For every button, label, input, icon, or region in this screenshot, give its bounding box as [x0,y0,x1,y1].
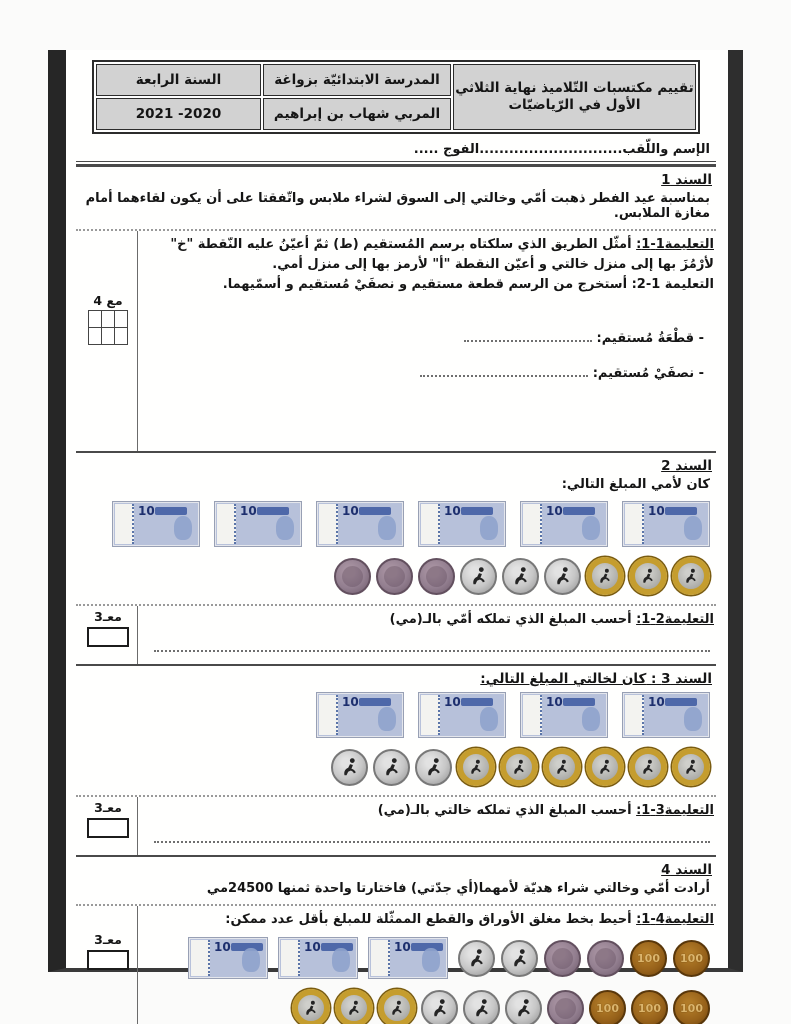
note-portrait [684,516,702,540]
note-title-plate [563,507,595,515]
coin-purple [376,558,413,595]
header-table [92,60,700,134]
section-1-instructions [152,231,716,386]
score-label: معـ3 [94,800,122,816]
section-4-score-area [84,932,132,974]
note-title-plate [461,698,493,706]
school-name: المدرسة الابتدائيّة بزواغة [263,64,451,96]
answer-dotted-line [154,644,710,652]
note-value: 10 [214,940,231,955]
banknote-10-dinars [188,937,268,979]
margin-rule [137,797,138,855]
note-portrait [276,516,294,540]
note-white-band [523,695,542,735]
coin-bimetal [672,748,710,786]
section-4 [76,855,716,1024]
note-title-plate [461,507,493,515]
section-1 [76,165,716,451]
coin-copper [630,940,667,977]
assessment-title-line1: تقييم مكتسبات التّلاميذ نهاية الثلاثي [455,80,694,97]
scanned-worksheet-page [48,50,743,1015]
instruction-1-1: التعليمة1-1: أمثّل الطريق الذي سلكتاه برسم المُستقيم (ط) ثمّ أعيّنُ عليه النّقطة "خ" لأرْمُزَ بها إلى منزل خالتي و أعيّن النقطة "أ" لأرمز بها إلى منزل أمي. [170,237,714,273]
note-value: 10 [546,695,563,710]
coin-purple [334,558,371,595]
seated-figure-engraving [639,567,657,585]
seated-figure-engraving [553,758,571,776]
section-2-instruction-block [76,604,716,664]
note-value: 10 [304,940,321,955]
seated-figure-engraving [596,567,614,585]
instruction-1-2: التعليمة 1-2: أستخرج من الرسم قطعة مستقيم و نصفَيْ مُستقيم و أسمّيهما. [222,277,714,293]
coin-purple [544,940,581,977]
coin-silver [415,749,452,786]
gift-money-row-2 [152,984,716,1024]
coin-value: 100 [596,1001,619,1015]
note-title-plate [359,698,391,706]
section-3-intro: كان لخالتي المبلغ التالي: [480,671,647,688]
coin-silver [331,749,368,786]
note-value: 10 [138,504,155,518]
note-title-plate [155,507,187,515]
margin-rule [137,231,138,451]
section-2-instruction: التعليمة2-1: أحسب المبلغ الذي تملكه أمّي بالـ(مي) [389,612,714,627]
seated-figure-engraving [466,947,488,969]
coin-silver [505,990,542,1024]
coin-copper [631,990,668,1024]
note-white-band [371,940,390,976]
coin-purple [587,940,624,977]
dotted-answer-space [420,367,588,377]
section-1-instruction-block [76,229,716,451]
note-white-band [281,940,300,976]
banknote-10-dinars [316,501,404,547]
banknote-10-dinars [520,501,608,547]
section-4-instruction-block [76,904,716,1024]
score-box [87,627,129,647]
note-value: 10 [444,504,461,518]
score-label: معـ3 [94,609,122,624]
seated-figure-engraving [471,997,493,1019]
note-value: 10 [444,695,461,710]
section-3-instruction: التعليمة3-1: أحسب المبلغ الذي تملكه خالتي بالـ(مي) [377,803,714,819]
coin-purple [547,990,584,1024]
seated-figure-engraving [345,999,363,1017]
note-white-band [319,695,338,735]
margin-rule [137,606,138,664]
coin-bimetal [378,989,416,1024]
seated-figure-engraving [423,756,445,778]
seated-figure-engraving [339,756,361,778]
teacher-name: المربي شهاب بن إبراهيم [263,98,451,130]
seated-figure-engraving [639,758,657,776]
seated-figure-engraving [468,565,490,587]
seated-figure-engraving [682,758,700,776]
section-3-instruction-block [76,795,716,855]
seated-figure-engraving [513,997,535,1019]
banknote-10-dinars [622,501,710,547]
coin-purple [418,558,455,595]
note-white-band [319,504,338,544]
note-white-band [421,695,440,735]
assessment-title-line2: الأول في الرّياضيّات [508,97,641,113]
note-title-plate [665,507,697,515]
note-title-plate [257,507,289,515]
note-value: 10 [394,940,411,955]
note-portrait [422,948,440,972]
note-white-band [217,504,236,544]
mother-coins-row [76,552,716,600]
coin-silver [501,940,538,977]
note-value: 10 [240,504,257,518]
section-3-score-area [84,800,132,842]
note-value: 10 [648,695,665,710]
coin-value: 100 [637,951,660,965]
note-value: 10 [342,695,359,710]
coin-bimetal [629,748,667,786]
note-portrait [332,948,350,972]
half-lines-answer-blank: - نصفَيْ مُستقيم: [152,364,704,384]
note-portrait [242,948,260,972]
coin-silver [544,558,581,595]
banknote-10-dinars [418,501,506,547]
score-grid [88,310,128,345]
section-4-instruction: التعليمة4-1: أحيط بخط مغلق الأوراق والقطع الممثّلة للمبلغ بأقل عدد ممكن: [225,912,714,928]
note-white-band [625,695,644,735]
coin-copper [589,990,626,1024]
seated-figure-engraving [510,758,528,776]
coin-silver [463,990,500,1024]
score-label: مع 4 [93,293,123,308]
mother-banknotes-row [76,496,716,552]
note-portrait [378,516,396,540]
coin-bimetal [672,557,710,595]
note-white-band [523,504,542,544]
note-value: 10 [342,504,359,518]
coin-silver [502,558,539,595]
aunt-coins-row [76,743,716,791]
banknote-10-dinars [622,692,710,738]
coin-bimetal [335,989,373,1024]
coin-silver [373,749,410,786]
note-portrait [582,516,600,540]
coin-value: 100 [680,951,703,965]
section-2-intro: كان لأمي المبلغ التالي: [561,477,710,492]
banknote-10-dinars [316,692,404,738]
note-portrait [174,516,192,540]
seated-figure-engraving [388,999,406,1017]
section-2-score-area [84,609,132,651]
coin-silver [421,990,458,1024]
note-value: 10 [546,504,563,518]
seated-figure-engraving [429,997,451,1019]
banknote-10-dinars [520,692,608,738]
seated-figure-engraving [381,756,403,778]
coin-value: 100 [638,1001,661,1015]
section-2 [76,451,716,664]
score-box [87,950,129,970]
assessment-title [453,64,696,130]
note-white-band [115,504,134,544]
note-value: 10 [648,504,665,518]
coin-bimetal [586,557,624,595]
banknote-10-dinars [418,692,506,738]
banknote-10-dinars [278,937,358,979]
banknote-10-dinars [112,501,200,547]
coin-bimetal [586,748,624,786]
coin-silver [458,940,495,977]
seated-figure-engraving [509,947,531,969]
coin-copper [673,940,710,977]
section-2-title: السند 2 [661,458,712,474]
note-portrait [582,707,600,731]
note-white-band [191,940,210,976]
note-title-plate [665,698,697,706]
coin-bimetal [629,557,667,595]
seated-figure-engraving [302,999,320,1017]
answer-dotted-line [154,835,710,843]
grade-level: السنة الرابعة [96,64,261,96]
note-title-plate [359,507,391,515]
gift-money-row-1 [152,932,716,984]
note-white-band [625,504,644,544]
banknote-10-dinars [214,501,302,547]
coin-bimetal [500,748,538,786]
seated-figure-engraving [510,565,532,587]
margin-rule [137,906,138,1024]
segment-answer-blank: - قطْعَةُ مُستقيم: [152,329,704,349]
coin-copper [673,990,710,1024]
score-box [87,818,129,838]
section-4-intro: أرادت أمّي وخالتي شراء هديّة لأمهما(أي جدّتي) فاختارتا واحدة ثمنها 24500مي [206,881,710,897]
note-portrait [480,707,498,731]
section-1-score-area [84,293,132,345]
note-portrait [378,707,396,731]
note-title-plate [563,698,595,706]
section-3 [76,664,716,855]
score-label: معـ3 [94,932,122,948]
seated-figure-engraving [682,567,700,585]
aunt-banknotes-row [76,687,716,743]
gift-money-area [152,932,716,1024]
seated-figure-engraving [596,758,614,776]
banknote-10-dinars [368,937,448,979]
section-3-title: السند 3 : كان لخالتي المبلغ التالي: [480,671,712,688]
coin-silver [460,558,497,595]
note-portrait [684,707,702,731]
section-1-intro: بمناسبة عيد الفطر ذهبت أمّي وخالتي إلى السوق لشراء ملابس واتّفقتا على أن يكون لقاءهما أمام مغازة الملابس. [85,191,710,221]
section-4-title: السند 4 [661,862,712,879]
seated-figure-engraving [552,565,574,587]
note-portrait [480,516,498,540]
coin-bimetal [292,989,330,1024]
dotted-answer-space [464,332,592,342]
pupil-name-line: الإسم واللّقب.............................الفوج ..... [76,140,716,165]
school-year: 2020- 2021 [96,98,261,130]
coin-bimetal [457,748,495,786]
worksheet-content [66,50,728,1024]
note-white-band [421,504,440,544]
coin-value: 100 [680,1001,703,1015]
section-1-title: السند 1 [661,172,712,188]
coin-bimetal [543,748,581,786]
seated-figure-engraving [467,758,485,776]
